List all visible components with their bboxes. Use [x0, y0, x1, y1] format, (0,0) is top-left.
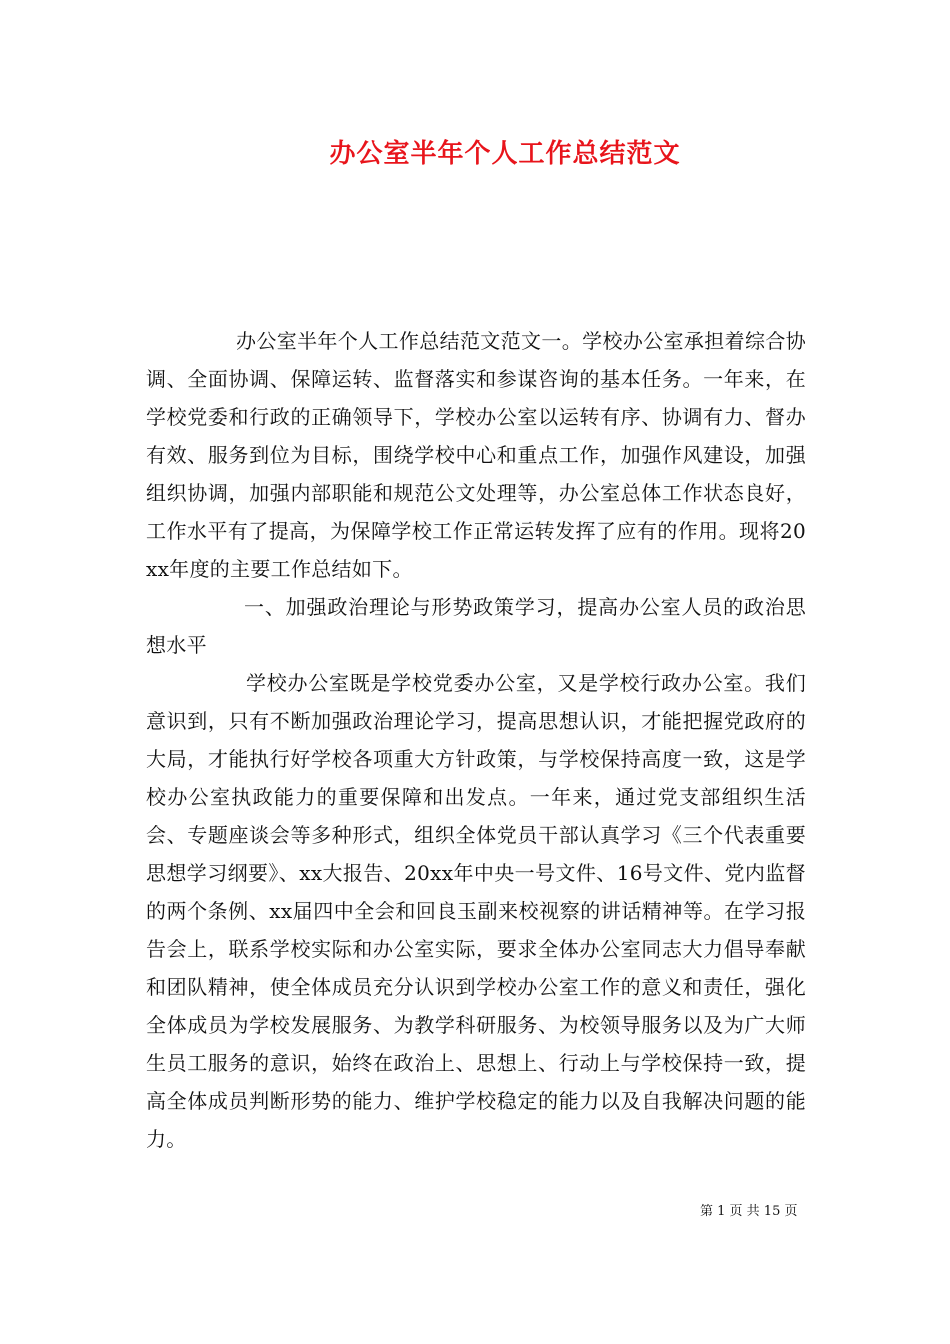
section-one-heading: 一、加强政治理论与形势政策学习，提高办公室人员的政治思想水平 [146, 595, 806, 657]
document-title: 办公室半年个人工作总结范文 [329, 139, 681, 169]
intro-paragraph: 办公室半年个人工作总结范文范文一。学校办公室承担着综合协调、全面协调、保障运转、监督落实和参谋咨询的基本任务。一年来，在学校党委和行政的正确领导下，学校办公室以运转有序、协调有力、督办有效、服务到位为目标，围绕学校中心和重点工作，加强作风建设，加强组织协调，加强内部职能和规范公文处理等，办公室总体工作状态良好，工作水平有了提高，为保障学校工作正常运转发挥了应有的作用。现将20xx年度的主要工作总结如下。 [146, 329, 806, 581]
document-body [146, 322, 806, 1158]
section-one-paragraph: 学校办公室既是学校党委办公室，又是学校行政办公室。我们意识到，只有不断加强政治理论学习，提高思想认识，才能把握党政府的大局，才能执行好学校各项重大方针政策，与学校保持高度一致，这是学校办公室执政能力的重要保障和出发点。一年来，通过党支部组织生活会、专题座谈会等多种形式，组织全体党员干部认真学习《三个代表重要思想学习纲要》、xx大报告、20xx年中央一号文件、16号文件、党内监督的两个条例、xx届四中全会和回良玉副来校视察的讲话精神等。在学习报告会上，联系学校实际和办公室实际，要求全体办公室同志大力倡导奉献和团队精神，使全体成员充分认识到学校办公室工作的意义和责任，强化全体成员为学校发展服务、为教学科研服务、为校领导服务以及为广大师生员工服务的意识，始终在政治上、思想上、行动上与学校保持一致，提高全体成员判断形势的能力、维护学校稳定的能力以及自我解决问题的能力。 [146, 671, 806, 1151]
page-number-footer: 第 1 页 共 15 页 [700, 1204, 798, 1219]
